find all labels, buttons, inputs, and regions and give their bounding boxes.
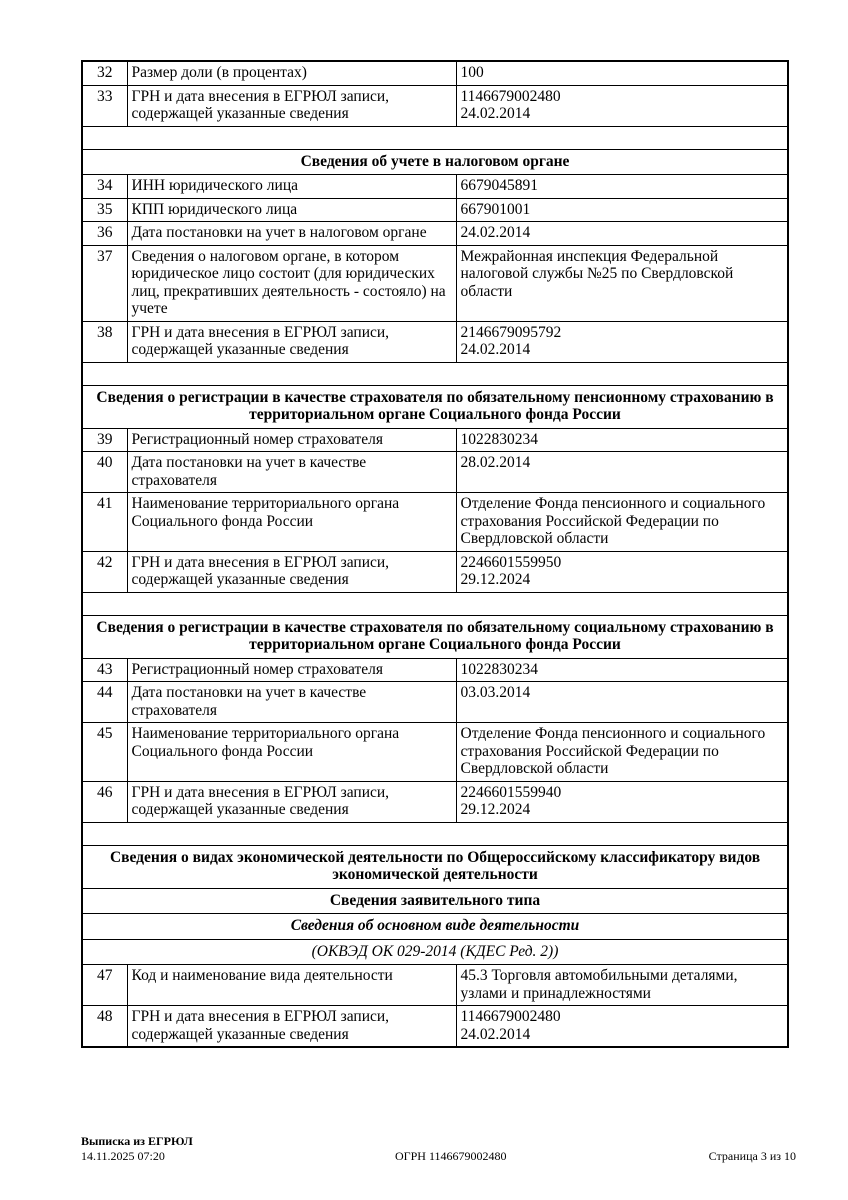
row-label: Регистрационный номер страхователя: [127, 428, 456, 452]
row-label: Наименование территориального органа Социального фонда России: [127, 723, 456, 782]
section-header-row: [82, 615, 788, 658]
table-row: [82, 551, 788, 592]
spacer-cell: [82, 592, 788, 615]
row-label: Код и наименование вида деятельности: [127, 965, 456, 1006]
value-line: 2146679095792: [460, 323, 562, 341]
value-line: 1146679002480: [460, 1008, 561, 1025]
section-header-row: [82, 939, 788, 965]
row-number: 41: [82, 493, 127, 552]
value-line: Отделение Фонда пенсионного и социального страхования Российской Федерации по Свердловской области: [460, 495, 766, 547]
value-line: 29.12.2024: [460, 571, 531, 588]
table-row: [82, 428, 788, 452]
row-value: [456, 428, 788, 452]
spacer-row: [82, 822, 788, 845]
table-row: [82, 965, 788, 1006]
row-number: 37: [82, 245, 127, 321]
value-line: 28.02.2014: [460, 454, 531, 471]
section-header-row: [82, 888, 788, 914]
value-line: Отделение Фонда пенсионного и социального страхования Российской Федерации по Свердловской области: [460, 725, 766, 777]
section-header: Сведения об учете в налоговом органе: [82, 149, 788, 175]
table-row: [82, 723, 788, 782]
value-line: 2246601559950: [460, 553, 562, 571]
value-line: 03.03.2014: [460, 684, 531, 701]
egrul-table: [81, 60, 789, 1048]
row-number: 34: [82, 175, 127, 199]
spacer-cell: [82, 362, 788, 385]
row-number: 36: [82, 222, 127, 246]
row-value: [456, 245, 788, 321]
row-value: [456, 723, 788, 782]
value-line: 667901001: [460, 200, 531, 218]
section-header-row: [82, 385, 788, 428]
table-row: [82, 321, 788, 362]
value-line: 1146679002480: [460, 87, 561, 105]
section-header-row: [82, 149, 788, 175]
value-line: 24.02.2014: [460, 105, 531, 122]
row-label: ГРН и дата внесения в ЕГРЮЛ записи, содержащей указанные сведения: [127, 85, 456, 126]
row-number: 46: [82, 781, 127, 822]
value-line: 29.12.2024: [460, 801, 531, 818]
row-value: [456, 61, 788, 85]
row-label: Дата постановки на учет в качестве страхователя: [127, 452, 456, 493]
value-line: 24.02.2014: [460, 341, 531, 358]
value-line: 24.02.2014: [460, 1025, 531, 1043]
row-label: Регистрационный номер страхователя: [127, 658, 456, 682]
row-value: [456, 452, 788, 493]
row-value: [456, 551, 788, 592]
row-label: Размер доли (в процентах): [127, 61, 456, 85]
spacer-cell: [82, 126, 788, 149]
row-label: Дата постановки на учет в качестве страхователя: [127, 682, 456, 723]
value-line: Межрайонная инспекция Федеральной налоговой службы №25 по Свердловской области: [460, 247, 734, 300]
table-row: [82, 245, 788, 321]
row-number: 47: [82, 965, 127, 1006]
value-line: 24.02.2014: [460, 224, 531, 241]
table-row: [82, 682, 788, 723]
spacer-row: [82, 126, 788, 149]
row-number: 42: [82, 551, 127, 592]
row-value: [456, 781, 788, 822]
value-line: 45.3 Торговля автомобильными деталями, узлами и принадлежностями: [460, 967, 738, 1002]
section-header: Сведения о видах экономической деятельности по Общероссийскому классификатору видов экономической деятельности: [82, 845, 788, 888]
row-number: 40: [82, 452, 127, 493]
spacer-row: [82, 592, 788, 615]
value-line: 1022830234: [460, 660, 538, 678]
section-header: Сведения о регистрации в качестве страхователя по обязательному пенсионному страхованию в территориальном органе Социального фонда России: [82, 385, 788, 428]
row-number: 43: [82, 658, 127, 682]
table-row: [82, 175, 788, 199]
row-value: [456, 321, 788, 362]
row-value: [456, 965, 788, 1006]
row-number: 38: [82, 321, 127, 362]
row-number: 48: [82, 1006, 127, 1048]
value-line: 1022830234: [460, 430, 538, 448]
row-label: Дата постановки на учет в налоговом органе: [127, 222, 456, 246]
section-header: Сведения об основном виде деятельности: [82, 914, 788, 940]
section-header: Сведения о регистрации в качестве страхователя по обязательному социальному страхованию в территориальном органе Социального фонда России: [82, 615, 788, 658]
footer-datetime: 14.11.2025 07:20: [81, 1149, 165, 1163]
row-label: ГРН и дата внесения в ЕГРЮЛ записи, содержащей указанные сведения: [127, 551, 456, 592]
row-label: ГРН и дата внесения в ЕГРЮЛ записи, содержащей указанные сведения: [127, 321, 456, 362]
spacer-cell: [82, 822, 788, 845]
row-label: ГРН и дата внесения в ЕГРЮЛ записи, содержащей указанные сведения: [127, 1006, 456, 1048]
row-label: ИНН юридического лица: [127, 175, 456, 199]
footer-left-block: [81, 1134, 193, 1164]
row-value: [456, 85, 788, 126]
row-value: [456, 682, 788, 723]
row-number: 35: [82, 198, 127, 222]
table-row: [82, 658, 788, 682]
value-line: 2246601559940: [460, 783, 562, 801]
value-line: 6679045891: [460, 177, 538, 194]
row-label: ГРН и дата внесения в ЕГРЮЛ записи, содержащей указанные сведения: [127, 781, 456, 822]
row-value: [456, 658, 788, 682]
section-header: (ОКВЭД ОК 029-2014 (КДЕС Ред. 2)): [82, 939, 788, 965]
row-value: [456, 198, 788, 222]
row-label: КПП юридического лица: [127, 198, 456, 222]
table-row: [82, 85, 788, 126]
row-value: [456, 1006, 788, 1048]
table-row: [82, 61, 788, 85]
row-value: [456, 222, 788, 246]
row-value: [456, 493, 788, 552]
table-row: [82, 781, 788, 822]
row-number: 39: [82, 428, 127, 452]
table-row: [82, 452, 788, 493]
spacer-row: [82, 362, 788, 385]
section-header-row: [82, 914, 788, 940]
row-label: Сведения о налоговом органе, в котором юридическое лицо состоит (для юридических лиц, прекративших деятельность - состояло) на учете: [127, 245, 456, 321]
row-label: Наименование территориального органа Социального фонда России: [127, 493, 456, 552]
section-header-row: [82, 845, 788, 888]
row-number: 33: [82, 85, 127, 126]
page-footer: [81, 1134, 796, 1164]
table-row: [82, 1006, 788, 1048]
row-number: 32: [82, 61, 127, 85]
table-row: [82, 222, 788, 246]
row-number: 45: [82, 723, 127, 782]
footer-ogrn: ОГРН 1146679002480: [395, 1149, 507, 1163]
table-row: [82, 198, 788, 222]
row-value: [456, 175, 788, 199]
row-number: 44: [82, 682, 127, 723]
footer-doc-title: Выписка из ЕГРЮЛ: [81, 1134, 193, 1148]
value-line: 100: [460, 64, 484, 81]
footer-page-number: Страница 3 из 10: [708, 1149, 796, 1163]
table-row: [82, 493, 788, 552]
section-header: Сведения заявительного типа: [82, 888, 788, 914]
